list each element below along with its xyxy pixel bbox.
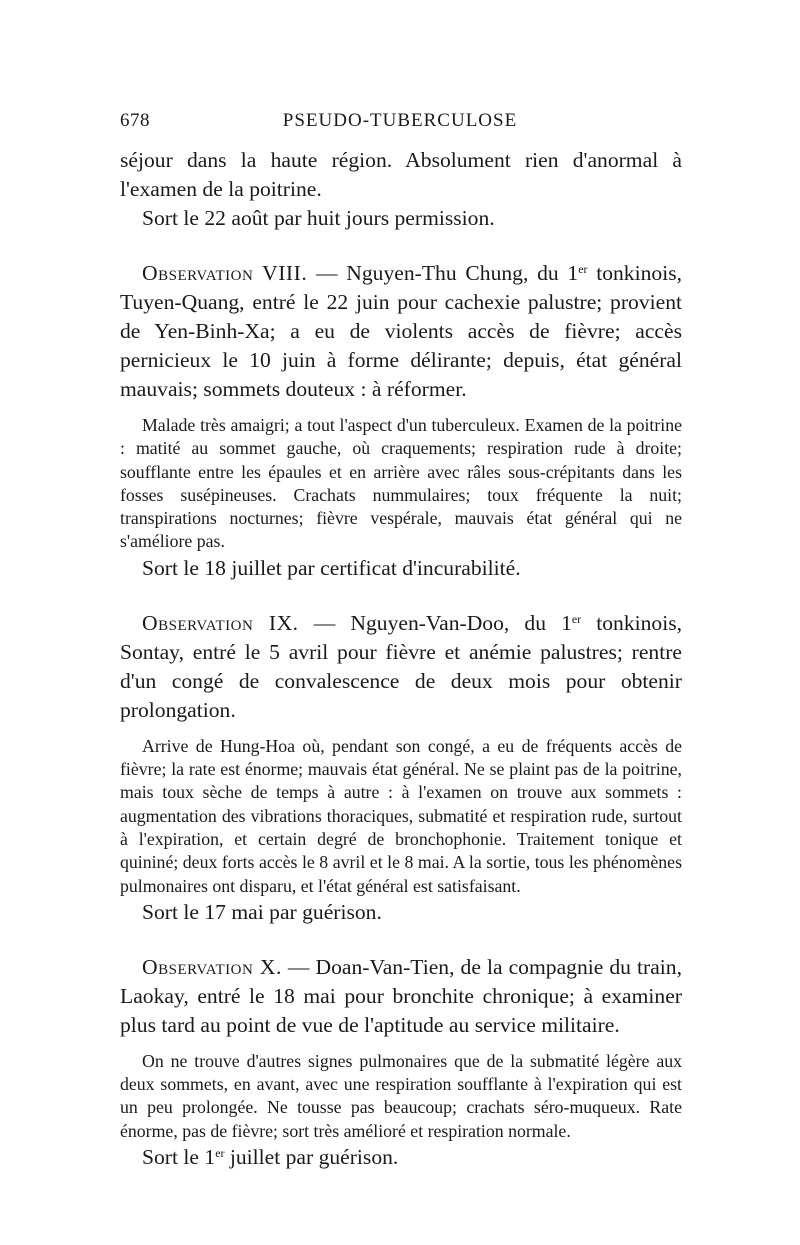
continuation-discharge: Sort le 22 août par huit jours permission.: [142, 206, 495, 230]
observation-8-label: Observation VIII.: [142, 261, 308, 285]
observation-8-body: Malade très amaigri; a tout l'aspect d'un tuberculeux. Examen de la poitrine : matité au sommet gauche, où craquements; respiration rude à droite; soufflante entre les épaules et en arrière avec râles sous-crépitants dans les fosses susépineuses. Crachats nummulaires; toux fréquente la nuit; transpirations nocturnes; fièvre vespérale, mauvais état général qui ne s'améliore pas.: [120, 415, 682, 552]
continuation-paragraph: séjour dans la haute région. Absolument rien d'anormal à l'examen de la poitrine.: [120, 148, 682, 201]
observation-9-heading: Observation IX. — Nguyen-Van-Doo, du 1er tonkinois, Sontay, entré le 5 avril pour fièvre et anémie palustres; rentre d'un congé de convalescence de deux mois pour obtenir prolongation.: [120, 610, 683, 722]
observation-10-discharge: Sort le 1er juillet par guérison.: [142, 1145, 399, 1170]
observation-9-discharge: Sort le 17 mai par guérison.: [142, 899, 382, 924]
observation-9-body: Arrive de Hung-Hoa où, pendant son congé, a eu de fréquents accès de fièvre; la rate est énorme; mauvais état général. Ne se plaint pas de la poitrine, mais toux sèche de temps à autre : à l'examen on trouve aux sommets : augmentation des vibrations thoraciques, submatité et respiration rude, surtout à l'expiration, et certain degré de bronchophonie. Traitement tonique et quininé; deux forts accès le 8 avril et le 8 mai. A la sortie, tous les phénomènes pulmonaires ont disparu, et l'état général est satisfaisant.: [120, 735, 682, 896]
observation-8-discharge: Sort le 18 juillet par certificat d'incurabilité.: [142, 555, 521, 580]
page-body: [120, 146, 682, 1172]
observation-10-label: Observation X.: [142, 954, 282, 979]
observation-9-label: Observation IX.: [142, 610, 299, 635]
observation-8-heading: Observation VIII. — Nguyen-Thu Chung, du 1er tonkinois, Tuyen-Quang, entré le 22 juin pour cachexie palustre; provient de Yen-Binh-Xa; a eu de violents accès de fièvre; accès pernicieux le 10 juin à forme délirante; depuis, état général mauvais; sommets douteux : à réformer.: [120, 261, 682, 401]
page-header: [120, 110, 680, 138]
running-head: PSEUDO-TUBERCULOSE: [282, 110, 518, 131]
observation-10-heading: Observation X. — Doan-Van-Tien, de la compagnie du train, Laokay, entré le 18 mai pour bronchite chronique; à examiner plus tard au point de vue de l'aptitude au service militaire.: [120, 954, 682, 1037]
observation-10-body: On ne trouve d'autres signes pulmonaires que de la submatité légère aux deux sommets, en avant, avec une respiration soufflante à l'expiration qui est un peu prolongée. Ne tousse pas beaucoup; crachats séro-muqueux. Rate énorme, pas de fièvre; sort très amélioré et respiration normale.: [120, 1050, 682, 1141]
page-number: 678: [120, 110, 150, 131]
